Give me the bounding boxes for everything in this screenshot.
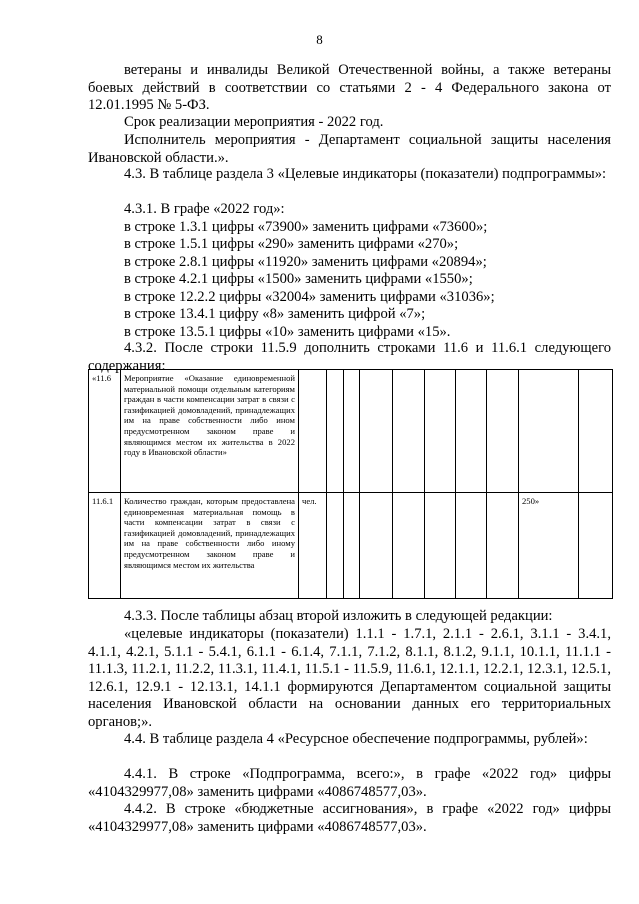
value-2022-cell: 250» [519, 493, 579, 599]
paragraph-4-3: 4.3. В таблице раздела 3 «Целевые индикаторы (показатели) подпрограммы»: [124, 166, 607, 182]
table-row [89, 493, 613, 599]
replacement-line: в строке 13.4.1 цифру «8» заменить цифрой «7»; [124, 306, 426, 322]
paragraph-4-3-2: 4.3.2. После строки 11.5.9 дополнить строками 11.6 и 11.6.1 следующего содержания: [88, 340, 611, 374]
replacement-line: в строке 12.2.2 цифры «32004» заменить цифрами «31036»; [124, 289, 495, 305]
row-number-cell: 11.6.1 [89, 493, 121, 599]
page-number: 8 [316, 32, 323, 47]
paragraph-4-4-2: 4.4.2. В строке «бюджетные ассигнования», в графе «2022 год» цифры «4104329977,08» заменить цифрами «4086748577,03». [88, 801, 611, 835]
paragraph-indicators: «целевые индикаторы (показатели) 1.1.1 - 1.7.1, 2.1.1 - 2.6.1, 3.1.1 - 3.4.1, 4.1.1, 4.2.1, 5.1.1 - 5.4.1, 6.1.1 - 6.1.4, 7.1.1, 7.1.2, 8.1.1, 8.1.2, 9.1.1, 10.1.1, 11.1.1 - 11.1.3, 11.2.1, 11.2.2, 11.3.1, 11.4.1, 11.5.1 - 11.5.9, 11.6.1, 12.1.1, 12.2.1, 12.3.1, 12.5.1, 12.6.1, 12.9.1 - 12.13.1, 14.1.1 формируются Департаментом социальной защиты населения Ивановской области на основании данных его территориальных органов;». [88, 626, 611, 730]
row-description-cell: Мероприятие «Оказание единовременной материальной помощи отдельным категориям граждан в части компенсации затрат в связи с газификацией домовладений, принадлежащих им на праве собственности либо ином предусмотренном законом праве и являющимся местом их жительства в 2022 году в Ивановской области» [121, 370, 299, 493]
table-row [89, 370, 613, 493]
paragraph-executor: Исполнитель мероприятия - Департамент социальной защиты населения Ивановской области.». [88, 132, 611, 166]
replacement-line: в строке 2.8.1 цифры «11920» заменить цифрами «20894»; [124, 254, 487, 270]
paragraph-4-4: 4.4. В таблице раздела 4 «Ресурсное обеспечение подпрограммы, рублей»: [124, 731, 588, 747]
indicators-table [88, 369, 613, 599]
replacement-line: в строке 1.5.1 цифры «290» заменить цифрами «270»; [124, 236, 459, 252]
replacement-line: в строке 1.3.1 цифры «73900» заменить цифрами «73600»; [124, 219, 488, 235]
replacement-line: в строке 13.5.1 цифры «10» заменить цифрами «15». [124, 324, 451, 340]
unit-cell: чел. [299, 493, 327, 599]
row-number-cell: «11.6 [89, 370, 121, 493]
paragraph-4-4-1: 4.4.1. В строке «Подпрограмма, всего:», в графе «2022 год» цифры «4104329977,08» заменить цифрами «4086748577,03». [88, 766, 611, 800]
replacement-line: в строке 4.2.1 цифры «1500» заменить цифрами «1550»; [124, 271, 473, 287]
paragraph-veterans: ветераны и инвалиды Великой Отечественной войны, а также ветераны боевых действий в соответствии со статьями 2 - 4 Федерального закона от 12.01.1995 № 5-ФЗ. [88, 62, 611, 113]
paragraph-4-3-1: 4.3.1. В графе «2022 год»: [124, 201, 285, 217]
paragraph-term: Срок реализации мероприятия - 2022 год. [124, 114, 384, 130]
paragraph-4-3-3: 4.3.3. После таблицы абзац второй изложить в следующей редакции: [124, 608, 553, 624]
row-description-cell: Количество граждан, которым предоставлена единовременная материальная помощь в части компенсации затрат в связи с газификацией домовладений, принадлежащих им на праве собственности либо иному предусмотренном законом праве и являющимся местом их жительства [121, 493, 299, 599]
